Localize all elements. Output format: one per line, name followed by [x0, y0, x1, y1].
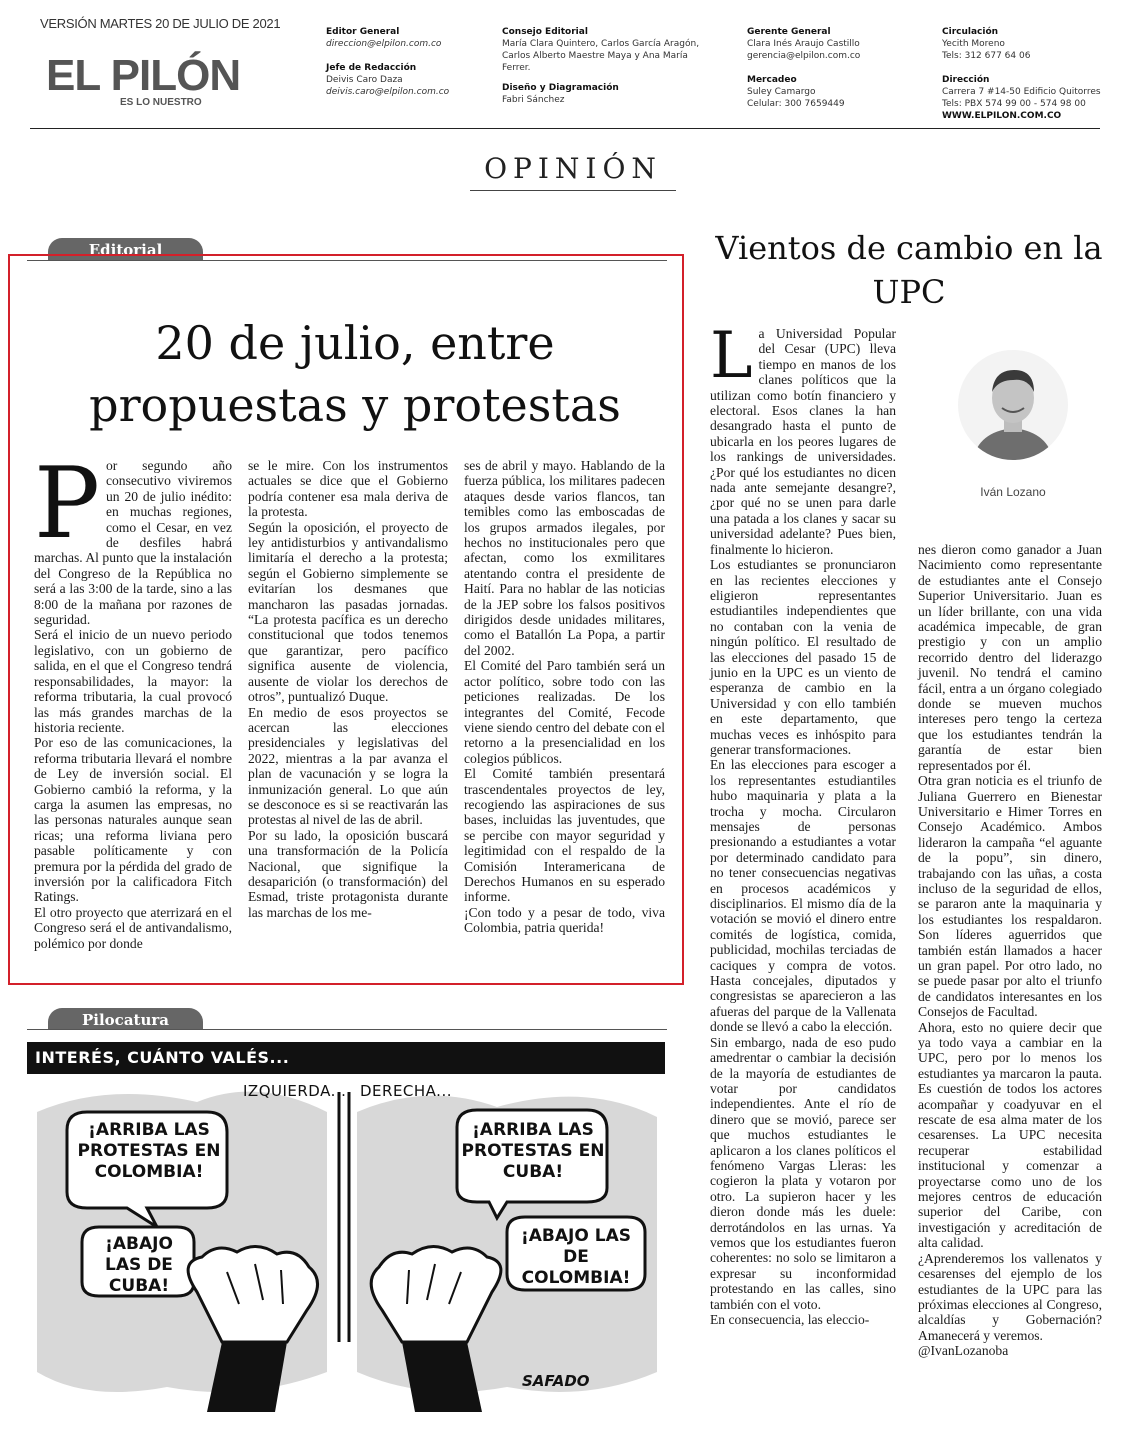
diseno-name: Fabri Sánchez — [502, 95, 565, 105]
edition-date: VERSIÓN MARTES 20 DE JULIO DE 2021 — [40, 16, 281, 31]
column-column-2 — [918, 542, 1102, 1359]
paragraph: ¿Aprenderemos los vallenatos y cesarenses del ejemplo de los estudiantes de la UPC para las próximas elecciones al Congreso, alcaldías y Gobernación? Amanecerá y veremos. — [918, 1250, 1102, 1343]
paragraph: ¡Con todo y a pesar de todo, viva Colombia, patria querida! — [464, 904, 665, 936]
jefe-email[interactable]: deivis.caro@elpilon.com.co — [326, 87, 450, 97]
direccion-address: Carrera 7 #14-50 Edificio Quitorres — [942, 87, 1101, 97]
editorial-headline[interactable]: 20 de julio, entre propuestas y protestas — [89, 316, 621, 432]
paragraph: En las elecciones para escoger a los representantes estudiantiles hubo maquinaria y plata a la trocha y mocha. Circularon mensajes de personas presionando a estudiantes a votar por determinado candidato para no tener consecuencias negativas en procesos académicos y disciplinarios. El mismo día de la votación se movió el dinero entre comités de logística, comida, publicidad, mochilas terciadas de caciques y compra de votos. Hasta concejales, diputados y congresistas se aparecieron a las afueras del parque de la Vallenata donde se llevó a cabo la elección. — [710, 757, 896, 1035]
masthead-consejo-block — [502, 26, 714, 106]
circulacion-phone: Tels: 312 677 64 06 — [942, 51, 1031, 61]
column-headline[interactable]: Vientos de cambio en la UPC — [715, 229, 1103, 311]
cartoon-left-bubble-2: ¡ABAJO LAS DE CUBA! — [105, 1234, 173, 1296]
pilocatura-tab: Pilocatura — [48, 1008, 203, 1030]
consejo-names: María Clara Quintero, Carlos García Aragón, Carlos Alberto Maestre Maya y Ana María Ferrer. — [502, 39, 700, 73]
masthead-gerente-block — [747, 26, 907, 110]
direccion-phone: Tels: PBX 574 99 00 - 574 98 00 — [942, 99, 1086, 109]
paragraph: El Comité del Paro también será un actor político, sobre todo con las peticiones realizadas. De los integrantes del Comité, Fecode viene siendo centro del debate con el retorno a la presencialidad en los colegios públicos. — [464, 658, 665, 766]
direccion-label: Dirección — [942, 75, 990, 85]
cartoon-left-bubble-1: ¡ARRIBA LAS PROTESTAS EN COLOMBIA! — [77, 1120, 221, 1182]
pilocatura-rule — [27, 1029, 667, 1030]
editorial-column-1 — [34, 447, 232, 951]
mercadeo-phone: Celular: 300 7659449 — [747, 99, 845, 109]
editor-general-email[interactable]: direccion@elpilon.com.co — [326, 39, 442, 49]
paragraph: or segundo año consecutivo viviremos un 20 de julio inédito: en muchas regiones, como el Cesar, en vez de desfiles habrá marchas. Al punto que la instalación del Congreso de la República no será a las 3:00 de la tarde, sino a las 8:00 de la mañana por razones de seguridad. — [34, 458, 232, 628]
author-avatar — [958, 350, 1068, 460]
mercadeo-label: Mercadeo — [747, 75, 797, 85]
section-title-underline — [470, 190, 676, 191]
editorial-tab: Editorial — [48, 238, 203, 260]
circulacion-name: Yecith Moreno — [942, 39, 1005, 49]
masthead-editor-block — [326, 26, 486, 98]
paragraph: Según la oposición, el proyecto de ley antidisturbios y antivandalismo limitaría el derecho a la protesta; según el Gobierno simplemente se evitarían los desmanes que mancharon las pasadas jornadas. “La protesta pacífica es un derecho constitucional que todos tenemos que garantizar, pero pacífico significa ausente de violencia, ausente de violar los derechos de otros”, puntualizó Duque. — [248, 519, 448, 705]
logo-tagline: ES LO NUESTRO — [120, 97, 202, 108]
cartoonist-signature: SAFADO — [522, 1372, 590, 1390]
paragraph: Será el inicio de un nuevo periodo legislativo, con un gobierno de salida, en el que el Congreso tendrá responsabilidades, la mayor: la reforma tributaria, la cual provocó las más grandes marchas de la historia reciente. — [34, 627, 232, 735]
website-link[interactable]: WWW.ELPILON.COM.CO — [942, 111, 1062, 121]
paragraph: Ahora, esto no quiere decir que ya todo vaya a cambiar en la UPC, pero por lo menos los estudiantes ya marcaron la pauta. Es cuestión de todos los actores acompañar y coadyuvar en el rescate de esa alma mater de los cesarenses. La UPC necesita recuperar estabilidad institucional y comenzar a proyectarse como uno de los mejores centros de educación superior del Caribe, con investigación y acreditación de alta calidad. — [918, 1019, 1102, 1251]
paragraph: Los estudiantes se pronunciaron en las recientes elecciones y eligieron representantes estudiantiles independientes que no contaban con la venia de ningún político. El resultado de las elecciones del pasado 15 de junio en la UPC es un viento de esperanza de cambio en la Universidad y con ello también en este departamento, que muchas veces es inhóspito para generar transformaciones. — [710, 557, 896, 757]
paragraph: a Universidad Popular del Cesar (UPC) lleva tiempo en manos de los clanes políticos que la utilizan como botín financiero y electoral. Esos clanes la han desangrado hasta el punto de ubicarla en los peores lugares de los rankings de universidades. ¿Por qué los estudiantes no dicen nada ante semejante desangre?, ¿por qué no se unen para darle una patada a los clanes y sacar su universidad adelante? Pues bien, finalmente lo hicieron. — [710, 326, 896, 557]
mercadeo-name: Suley Camargo — [747, 87, 816, 97]
paragraph: El otro proyecto que aterrizará en el Congreso será el de antivandalismo, polémico por donde — [34, 904, 232, 951]
column-column-1 — [710, 319, 896, 1327]
newspaper-logo[interactable]: EL PILÓN — [46, 51, 241, 100]
cartoon-right-label: DERECHA... — [360, 1082, 452, 1100]
paragraph: Otra gran noticia es el triunfo de Juliana Guerrero en Bienestar Universitario e Himer Torres en Consejo Académico. Ambos lideraron la campaña “el aguante de la popu”, sin dinero, trabajando con las uñas, a costa incluso de la seguridad de ellos, se pararon ante la maquinaria y los estudiantes los respaldaron. Son líderes aguerridos que también están llamados a hacer un gran papel. Por otro lado, no se puede pasar por alto el triunfo de candidatos interesantes en los Consejos de Facultad. — [918, 773, 1102, 1020]
editor-general-label: Editor General — [326, 27, 400, 37]
author-name: Iván Lozano — [980, 485, 1046, 499]
cartoon-right-bubble-1: ¡ARRIBA LAS PROTESTAS EN CUBA! — [461, 1120, 605, 1182]
jefe-label: Jefe de Redacción — [326, 63, 417, 73]
paragraph: En medio de esos proyectos se acercan las elecciones presidenciales y legislativas del 2022, mientras a la par avanza el plan de vacunación y se logra la inmunización general. Lo que aún se desconoce es si se reactivarán las protestas al nivel de las de abril. — [248, 704, 448, 828]
gerente-label: Gerente General — [747, 27, 831, 37]
column-dropcap: L — [710, 319, 753, 393]
paragraph: nes dieron como ganador a Juan Nacimiento como representante de estudiantes ante el Consejo Superior Universitario. Juan es un líder brillante, con una vida académica impecable, de gran prestigio y con un amplio recorrido dentro del liderazgo juvenil. No tendrá el camino fácil, entra a un órgano colegiado donde se mueven muchos intereses pero tengo la certeza que los estudiantes tendrán la garantía de estar bien representados por él. — [918, 542, 1102, 773]
masthead-circulacion-block — [942, 26, 1117, 122]
paragraph: El Comité también presentará trascendentales proyectos de ley, recogiendo las aspiraciones de sus bases, incluidas las juventudes, que se percibe con mayor seguridad y legitimidad con el respaldo de la Comisión Interamericana de Derechos Humanos en su esperado informe. — [464, 766, 665, 905]
editorial-column-3 — [464, 458, 665, 936]
consejo-label: Consejo Editorial — [502, 27, 588, 37]
cartoon-left-label: IZQUIERDA... — [243, 1082, 347, 1100]
author-handle[interactable]: @IvanLozanoba — [918, 1343, 1009, 1359]
gerente-email[interactable]: gerencia@elpilon.com.co — [747, 51, 861, 61]
editorial-dropcap: P — [34, 447, 100, 561]
cartoon-banner: INTERÉS, CUÁNTO VALÉS... — [27, 1042, 665, 1074]
author-photo — [958, 350, 1068, 460]
editorial-column-2 — [248, 458, 448, 920]
paragraph: En consecuencia, las eleccio- — [710, 1312, 870, 1327]
paragraph: se le mire. Con los instrumentos actuales se dice que el Gobierno podría contener esa mala deriva de la protesta. — [248, 458, 448, 520]
paragraph: Sin embargo, nada de eso pudo amedrentar o cambiar la decisión de la mayoría de estudiantes de votar por candidatos independientes. Ante el río de dinero que se movió, parece ser que muchos estudiantes le aplicaron a los clanes políticos el fenómeno Vargas Lleras: les cogieron la plata y votaron por otro. La supieron hacer y les dieron donde más les duele: derrotándolos en las urnas. Ya vemos que los estudiantes fueron coherentes: no solo se limitaron a expresar su inconformidad protestando en las calles, sino también con el voto. — [710, 1034, 896, 1312]
circulacion-label: Circulación — [942, 27, 999, 37]
jefe-name: Deivis Caro Daza — [326, 75, 403, 85]
paragraph: Por su lado, la oposición buscará una transformación de la Policía Nacional, que signifique la desaparición (o transformación) del Esmad, triste protagonista durante las marchas de los me- — [248, 827, 448, 920]
paragraph: Por eso de las comunicaciones, la reforma tributaria llevará el nombre de Ley de inversión social. El Gobierno cambió la reforma, y la carga la asumen las empresas, no las personas naturales aunque sean ricas; una reforma liviana pero pasable políticamente y con premura por la pérdida del grado de inversión por la calificadora Fitch Ratings. — [34, 735, 232, 905]
paragraph: ses de abril y mayo. Hablando de la fuerza pública, los militares padecen ataques desde varios flancos, tan temibles como las emboscadas de los grupos armados ilegales, por hechos no institucionales pero que afectan, como los exmilitares atentando contra el presidente de Haití. Para no hablar de las noticias de la JEP sobre los falsos positivos dirigidos desde unidades militares, como el Batallón La Popa, a partir del 2002. — [464, 458, 665, 658]
diseno-label: Diseño y Diagramación — [502, 83, 619, 93]
section-title: OPINIÓN — [484, 152, 662, 185]
cartoon-right-bubble-2: ¡ABAJO LAS DE COLOMBIA! — [521, 1226, 631, 1288]
gerente-name: Clara Inés Araujo Castillo — [747, 39, 860, 49]
masthead-divider — [30, 128, 1100, 129]
